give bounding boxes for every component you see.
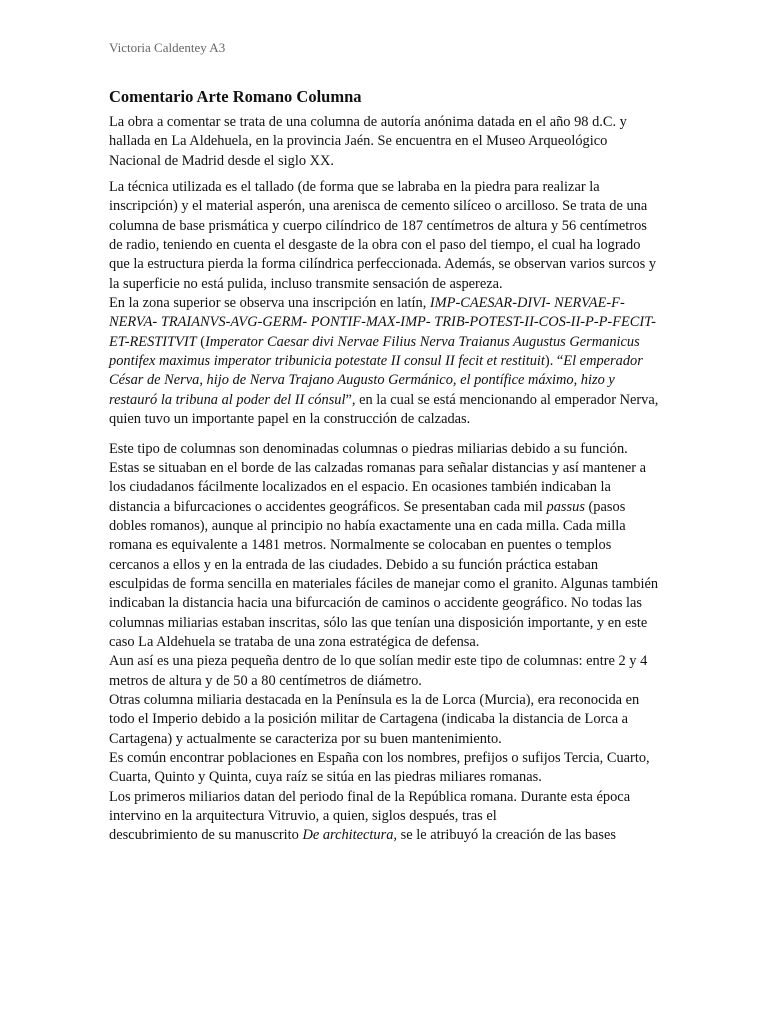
milestones-text-1: Este tipo de columnas son denominadas columnas o piedras miliarias debido a su función. Estas se situaban en el borde de las calzadas romanas para señalar distancias y así mantener a los ciudadanos fácilmente localizados en el espacio. En ocasiones también indicaban la distancia a bifurcaciones o accidentes geográficos. Se presentaban cada mil <box>109 440 647 515</box>
inscription-translation: El emperador César de Nerva, hijo de Nerva Trajano Augusto Germánico, el pontífice máximo, hizo y restauró la tribuna al poder del II cónsul <box>109 353 643 408</box>
milestones-text-2: (pasos dobles romanos), aunque al principio no había exactamente una en cada milla. Cada milla romana es equivalente a 1481 metros. Normalmente se colocaban en puentes o templos cercanos a ellos y en la entrada de las ciudades. Debido a su función práctica estaban esculpidas de forma sencilla en materiales fáciles de manejar como el granito. Algunas también indicaban la distancia hacia una bifurcación de caminos o accidente geográfico. No todas las columnas miliarias estaban inscritas, sólo las que tenían una disposición importante, y en este caso La Aldehuela se trataba de una zona estratégica de defensa. <box>109 498 659 650</box>
page-header-author: Victoria Caldentey A3 <box>109 40 226 55</box>
paragraph-origins: Los primeros miliarios datan del periodo final de la República romana. Durante esta época intervino en la arquitectura Vitruvio, a quien, siglos después, tras el <box>109 788 631 825</box>
paragraph-milestones <box>109 440 661 653</box>
inscription-text-1: En la zona superior se observa una inscripción en latín, <box>109 295 430 312</box>
paragraph-technique: La técnica utilizada es el tallado (de forma que se labraba en la piedra para realizar la inscripción) y el material asperón, una arenisca de cemento silíceo o arcilloso. Se trata de una columna de base prismática y cuerpo cilíndrico de 187 centímetros de altura y 56 centímetros de radio, teniendo en cuenta el desgaste de la obra con el paso del tiempo, el cual ha logrado que la estructura pierda la forma cilíndrica perfeccionada. Además, se observan varios surcos y la superficie no está pulida, incluso transmite sensación de aspereza. <box>109 179 657 292</box>
inscription-text-4: ”, en la cual se está mencionando al emperador Nerva, quien tuvo un importante papel en la construcción de calzadas. <box>109 391 659 428</box>
document-body <box>109 86 661 846</box>
last-line-book-title: De architectura, <box>302 827 398 844</box>
document-title: Comentario Arte Romano Columna <box>109 87 362 106</box>
paragraph-size: Aun así es una pieza pequeña dentro de lo que solían medir este tipo de columnas: entre 2 y 4 metros de altura y de 50 a 80 centímetros de diámetro. <box>109 653 648 689</box>
paragraph-lorca: Otras columna miliaria destacada en la Península es la de Lorca (Murcia), era reconocida en todo el Imperio debido a la posición militar de Cartagena (indicaba la distancia de Lorca a Cartagena) y actualmente se caracteriza por su buen mantenimiento. <box>109 691 640 747</box>
paragraph-place-names: Es común encontrar poblaciones en España con los nombres, prefijos o sufijos Tercia, Cuarto, Cuarta, Quinto y Quinta, cuya raíz se sitúa en las piedras miliares romanas. <box>109 750 650 786</box>
inscription-latin-abbrev: IMP-CAESAR-DIVI- NERVAE-F-NERVA- TRAIANVS-AVG-GERM- PONTIF-MAX-IMP- TRIB-POTEST-II-COS-II-P-P-FECIT-ET-RESTITVIT <box>109 295 656 350</box>
inscription-text-2: ( <box>196 333 206 350</box>
paragraph-origins-last-line <box>109 826 661 845</box>
paragraph-intro: La obra a comentar se trata de una columna de autoría anónima datada en el año 98 d.C. y hallada en La Aldehuela, en la provincia Jaén. Se encuentra en el Museo Arqueológico Nacional de Madrid desde el siglo XX. <box>109 114 627 169</box>
inscription-text-3: ). “ <box>544 353 564 370</box>
last-line-text-2: se le atribuyó la creación de las bases <box>397 827 616 844</box>
paragraph-inscription <box>109 294 661 429</box>
milestones-passus: passus <box>546 498 585 515</box>
inscription-latin-full: Imperator Caesar divi Nervae Filius Nerva Traianus Augustus Germanicus pontifex maximus imperator tribunicia potestate II consul II fecit et restituit <box>109 333 640 370</box>
last-line-text-1: descubrimiento de su manuscrito <box>109 827 303 844</box>
